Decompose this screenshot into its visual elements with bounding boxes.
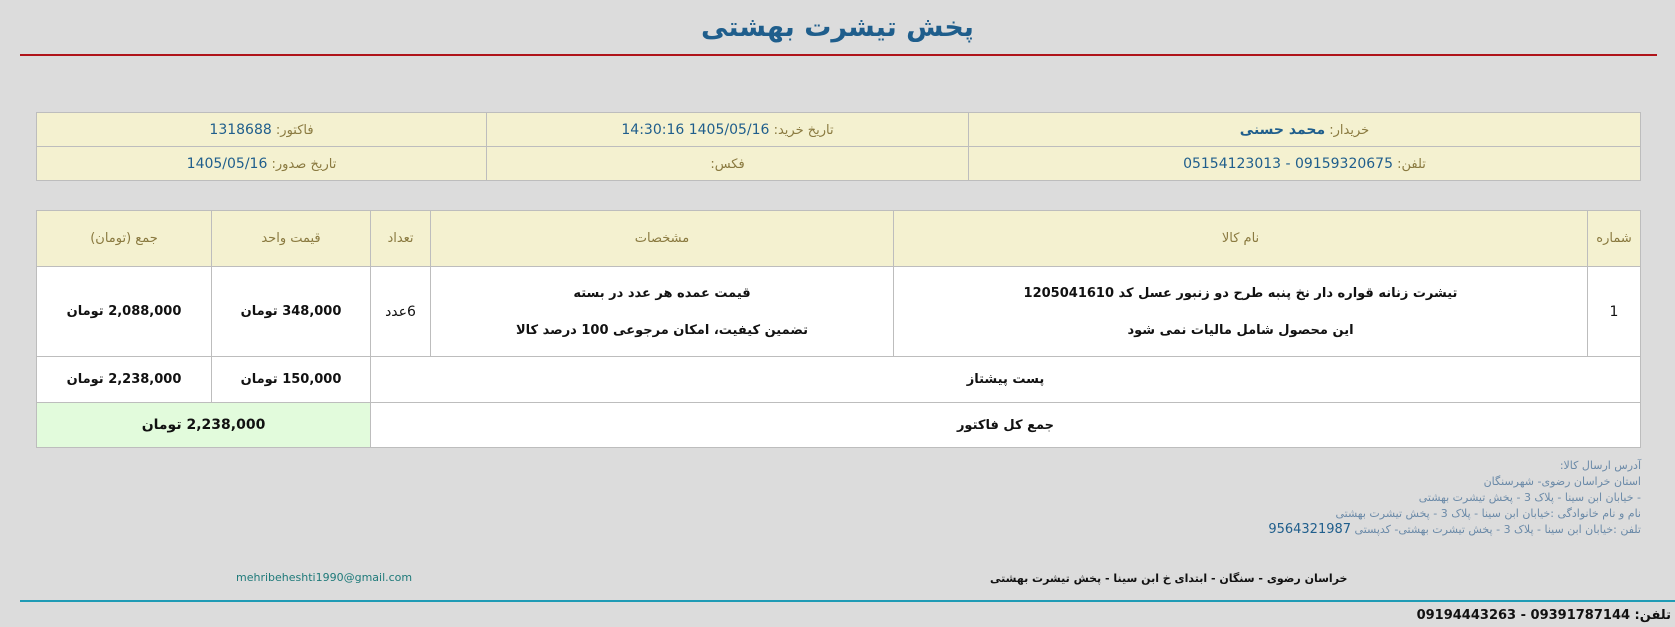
grand-total-label: جمع کل فاکتور xyxy=(371,403,1641,448)
address-phone-line: تلفن :خیابان ابن سینا - پلاک 3 - پخش تیشرت بهشتی- کدپستی xyxy=(1351,523,1641,536)
phone-cell xyxy=(969,147,1641,181)
address-title: آدرس ارسال کالا: xyxy=(1559,459,1641,472)
grand-total-value: 2,238,000 تومان xyxy=(37,403,371,448)
phone-value: 09159320675 - 05154123013 xyxy=(1183,155,1393,172)
buyer-label: خریدار: xyxy=(1329,122,1370,138)
phone-label: تلفن: xyxy=(1397,156,1426,172)
buyer-value: محمد حسنی xyxy=(1239,121,1326,138)
column-header-product-name: نام کالا xyxy=(894,211,1588,267)
item-name: تیشرت زنانه قواره دار نخ پنبه طرح دو زنبور عسل کد 1205041610 xyxy=(1023,285,1458,301)
buyer-cell xyxy=(969,113,1641,147)
info-row xyxy=(37,147,1641,181)
postal-code: 9564321987 xyxy=(1268,522,1352,537)
page-title: پخش تیشرت بهشتی xyxy=(701,12,974,43)
column-header-specs: مشخصات xyxy=(431,211,894,267)
item-name-cell xyxy=(894,267,1588,357)
footer-email: mehribeheshti1990@gmail.com xyxy=(236,571,413,584)
column-header-number: شماره xyxy=(1588,211,1641,267)
fax-cell xyxy=(487,147,969,181)
footer-phone: تلفن: 09391787144 - 09194443263 xyxy=(1416,608,1671,623)
issue-date-value: 1405/05/16 xyxy=(186,155,268,172)
shipping-address xyxy=(1268,458,1641,538)
invoice-label: فاکتور: xyxy=(275,122,314,138)
invoice-value: 1318688 xyxy=(209,121,272,138)
column-header-unit-price: قیمت واحد xyxy=(212,211,371,267)
item-specs-cell xyxy=(431,267,894,357)
shipping-label: پست پیشتاز xyxy=(371,357,1641,403)
shipping-total: 2,238,000 تومان xyxy=(37,357,212,403)
column-header-quantity: تعداد xyxy=(371,211,431,267)
item-tax-note: این محصول شامل مالیات نمی شود xyxy=(1127,322,1354,338)
item-quantity: 6عدد xyxy=(371,267,431,357)
item-total: 2,088,000 تومان xyxy=(37,267,212,357)
shipping-price: 150,000 تومان xyxy=(212,357,371,403)
column-header-total: جمع (تومان) xyxy=(37,211,212,267)
fax-label: فکس: xyxy=(710,156,745,172)
items-table xyxy=(36,210,1641,448)
address-line: استان خراسان رضوی- شهرسنگان xyxy=(1483,475,1641,488)
shipping-row xyxy=(37,357,1641,403)
item-spec-line2: تضمین کیفیت، امکان مرجوعی 100 درصد کالا xyxy=(515,322,809,338)
table-header-row xyxy=(37,211,1641,267)
title-divider xyxy=(20,54,1657,56)
invoice-number-cell xyxy=(37,113,487,147)
table-row xyxy=(37,267,1641,357)
address-line: نام و نام خانوادگی :خیابان ابن سینا - پلاک 3 - پخش تیشرت بهشتی xyxy=(1335,507,1641,520)
footer-address: خراسان رضوی - سنگان - ابتدای خ ابن سینا - پخش تیشرت بهشتی xyxy=(990,572,1348,585)
item-spec-line1: قیمت عمده هر عدد در بسته xyxy=(573,285,751,301)
purchase-date-value: 1405/05/16 14:30:16 xyxy=(621,121,770,138)
item-unit-price: 348,000 تومان xyxy=(212,267,371,357)
purchase-date-label: تاریخ خرید: xyxy=(773,122,834,138)
invoice-info-table xyxy=(36,112,1641,181)
issue-date-cell xyxy=(37,147,487,181)
purchase-date-cell xyxy=(487,113,969,147)
issue-date-label: تاریخ صدور: xyxy=(271,156,337,172)
address-line: - خیابان ابن سینا - پلاک 3 - پخش تیشرت بهشتی xyxy=(1418,491,1641,504)
info-row xyxy=(37,113,1641,147)
address-line xyxy=(1268,522,1641,538)
item-number: 1 xyxy=(1588,267,1641,357)
footer-divider xyxy=(20,600,1675,602)
grand-total-row xyxy=(37,403,1641,448)
